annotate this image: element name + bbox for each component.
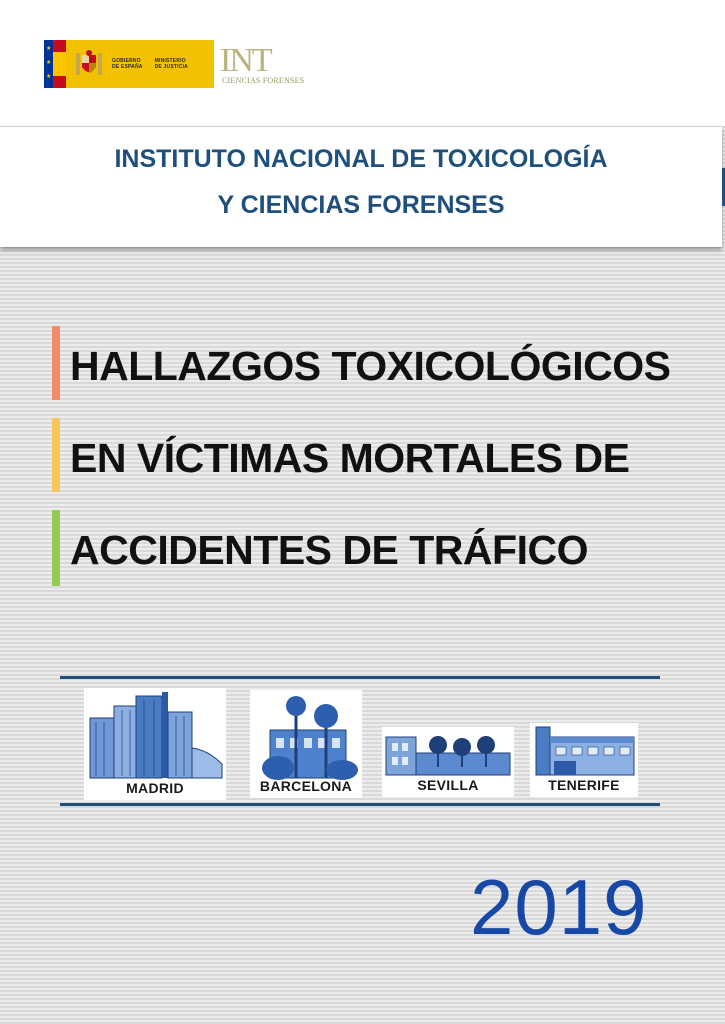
gov-line-1: GOBIERNO bbox=[112, 58, 141, 64]
title-line-2: EN VÍCTIMAS MORTALES DE bbox=[70, 435, 630, 481]
eu-flag-icon: ★ ★ ★ bbox=[44, 40, 53, 88]
int-logo bbox=[220, 44, 315, 88]
coat-of-arms-icon bbox=[74, 49, 104, 79]
ministry-line-1: MINISTERIO bbox=[154, 58, 186, 64]
bottom-rule bbox=[60, 803, 660, 806]
title-line-3: ACCIDENTES DE TRÁFICO bbox=[70, 527, 588, 573]
government-text bbox=[112, 58, 143, 70]
city-label-madrid: MADRID bbox=[126, 780, 184, 796]
int-logo-subtitle: CIENCIAS FORENSES bbox=[222, 76, 305, 85]
title-bar-yellow bbox=[52, 418, 60, 492]
ministry-text bbox=[155, 58, 188, 70]
city-madrid bbox=[84, 688, 226, 800]
title-line-1: HALLAZGOS TOXICOLÓGICOS bbox=[70, 343, 671, 389]
report-year: 2019 bbox=[470, 863, 648, 951]
title-bar-orange bbox=[52, 326, 60, 400]
spain-flag-icon bbox=[44, 40, 66, 88]
city-barcelona bbox=[250, 690, 362, 798]
top-rule bbox=[60, 676, 660, 679]
city-tenerife bbox=[530, 723, 638, 797]
institute-line-1: INSTITUTO NACIONAL DE TOXICOLOGÍA bbox=[114, 145, 608, 173]
gov-line-2: DE ESPAÑA bbox=[112, 64, 143, 70]
title-bar-green bbox=[52, 510, 60, 586]
int-logo-letters: INT bbox=[220, 42, 271, 79]
city-label-sevilla: SEVILLA bbox=[417, 777, 479, 793]
government-logo bbox=[44, 40, 214, 88]
city-label-tenerife: TENERIFE bbox=[548, 777, 620, 793]
city-label-barcelona: BARCELONA bbox=[259, 778, 353, 794]
institute-line-2: Y CIENCIAS FORENSES bbox=[217, 191, 505, 219]
institute-box bbox=[0, 126, 722, 247]
city-sevilla bbox=[382, 727, 514, 797]
ministry-line-2: DE JUSTICIA bbox=[154, 64, 188, 70]
header-band bbox=[0, 0, 725, 126]
